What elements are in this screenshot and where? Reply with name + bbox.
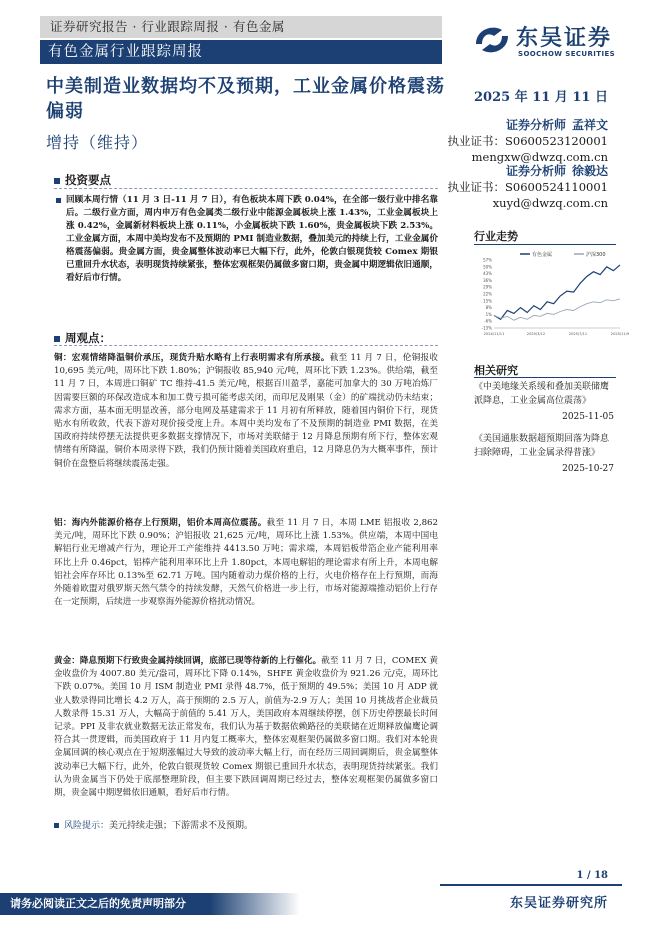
analyst-role: 证券分析师 xyxy=(505,118,566,132)
related-title[interactable]: 《中美地缘关系缓和叠加美联储鹰派降息，工业金属高位震荡》 xyxy=(474,382,610,406)
divider xyxy=(54,188,438,189)
report-category-tag: 证券研究报告 · 行业跟踪周报 · 有色金属 xyxy=(40,16,442,38)
aluminum-lead: 铝：海内外能源价格存上行预期，铝价本周高位震荡。 xyxy=(54,518,267,528)
y-tick-label: 43% xyxy=(483,271,492,277)
y-tick-label: -13% xyxy=(481,325,492,331)
summary-text: 回顾本周行情（11 月 3 日-11 月 7 日），有色板块本周下跌 0.04%，在全部一级行业中排名靠后。二级行业方面，周内申万有色金属类二级行业中能源金属板块上涨 1.43%，工业金属板块上涨 0.42%，金属新材料板块上涨 0.11%，小金属板块下跌 1.60%，贵金属板块下跌 2.53%。工业金属方面，本周中美均发布不及预期的 PMI 制造业数据，叠加美元的持续上行，工业金属价格震荡偏弱。贵金属方面，贵金属整体波动率已大幅下行，此外，伦敦白银现货较 Comex 期银已重回升水状态，表明现货持续紧张，整体宏观框架仍属做多窗口期，贵金属中期逻辑依旧通顺，看好后市行情。 xyxy=(66,195,438,283)
analyst-block xyxy=(448,163,609,211)
y-tick-label: 8% xyxy=(485,305,492,311)
report-title: 中美制造业数据均不及预期，工业金属价格震荡偏弱 xyxy=(46,76,445,122)
industry-trend-chart xyxy=(474,248,630,340)
divider xyxy=(54,345,438,346)
y-tick-label: 29% xyxy=(483,284,492,290)
related-item[interactable] xyxy=(474,380,614,424)
y-tick-label: 1% xyxy=(485,311,492,317)
square-bullet-icon xyxy=(54,336,60,342)
page-number: 1 / 18 xyxy=(576,870,608,881)
soochow-logo-icon xyxy=(472,20,512,60)
y-tick-label: 36% xyxy=(483,277,492,283)
aluminum-text: 截至 11 月 7 日，本周 LME 铝报收 2,862 美元/吨，周环比下跌 0.90%；沪铝报收 21,625 元/吨，周环比上涨 1.53%。供应端，本周中国电解铝行业无增减产行为，理论开工产能维持 4413.50 万吨；需求端，本周铝板带箔企业产能利用率环比上升 0.46pct，铝棒产能利用率环比上升 1.80pct，本周电解铝的理论需求有所上升，本周电解铝社会库存环比 0.13%至 62.71 万吨。国内随着动力煤价格的上行，火电价格存在上行预期，而海外随着欧盟对俄罗斯天然气禁令的持续发酵，天然气价格进一步上行，市场对能源端推动铝价上行存在一定预期，后续进一步观察海外能源价格扰动情况。 xyxy=(54,518,438,608)
square-bullet-icon xyxy=(54,178,60,184)
y-tick-label: 57% xyxy=(483,257,492,263)
report-series-bar: 有色金属行业跟踪周报 xyxy=(40,40,442,64)
analyst-name: 徐毅达 xyxy=(571,164,608,178)
risk-text: 美元持续走强；下游需求不及预期。 xyxy=(109,821,254,831)
related-item[interactable] xyxy=(474,432,614,476)
disclaimer-bar: 请务必阅读正文之后的免责声明部分 xyxy=(0,893,300,915)
x-tick-label: 2025/3/12 xyxy=(526,332,546,336)
related-date: 2025-11-05 xyxy=(562,412,614,422)
gold-text: 截至 11 月 7 日，COMEX 黄金收盘价为 4007.80 美元/盎司，周环比下降 0.14%，SHFE 黄金收盘价为 921.26 元/克，周环比下跌 0.07%。美国 10 月 ISM 制造业 PMI 录得 48.7%，低于预期的 49.5%；美国 10 月 ADP 就业人数录得同比增长 4.2 万人，高于预期的 2.5 万人，前值为-2.9 万人；美国 10 月挑战者企业裁员人数录得 15.31 万人，大幅高于前值的 5.41 万人，美国政府本周继续停摆，创下历史停摆最长时间记录。PPI 及非农就业数据无法正常发布，我们认为基于数据依赖路径的美联储在近期释放偏鹰论调符合其一贯逻辑，而美国政府于 11 月内复工概率大，整体宏观框架仍属做多窗口期。我们对本轮贵金属回调的核心观点在于短期涨幅过大导致的波动率大幅上行，而在经历三周回调期后，贵金属整体波动率已大幅下行，此外，伦敦白银现货较 Comex 期银已重回升水状态，表明现货持续紧张。我们认为贵金属当下仍处于底部整理阶段，但主要下跌回调周期已经过去，整体宏观框架仍属做多窗口期，贵金属中期逻辑依旧通顺，看好后市行情。 xyxy=(54,656,438,799)
copper-view xyxy=(54,352,438,471)
report-date: 2025 年 11 月 11 日 xyxy=(474,90,608,105)
gold-lead: 黄金：降息预期下行致贵金属持续回调，底部已现等待新的上行催化。 xyxy=(54,656,322,666)
y-tick-label: 22% xyxy=(483,291,492,297)
related-date: 2025-10-27 xyxy=(562,464,614,474)
gold-view xyxy=(54,655,438,800)
legend-label: 沪深300 xyxy=(586,252,606,258)
square-bullet-icon xyxy=(56,198,61,203)
square-bullet-icon xyxy=(54,823,59,828)
analyst-name: 孟祥文 xyxy=(571,118,608,132)
trend-heading: 行业走势 xyxy=(474,230,518,243)
risk-note xyxy=(54,818,253,831)
analyst-role: 证券分析师 xyxy=(505,164,566,178)
analyst-license: 执业证书：S0600524110001 xyxy=(447,180,608,194)
related-heading: 相关研究 xyxy=(474,364,518,377)
risk-label: 风险提示： xyxy=(64,821,110,831)
logo-name-cn: 东吴证券 xyxy=(516,26,613,51)
y-tick-label: -6% xyxy=(484,318,492,324)
footer-rule xyxy=(440,884,622,886)
footer-org: 东吴证券研究所 xyxy=(509,896,608,911)
analyst-email[interactable]: mengxw@dwzq.com.cn xyxy=(471,150,608,164)
logo-name-en: SOOCHOW SECURITIES xyxy=(518,50,616,58)
y-tick-label: 50% xyxy=(483,264,492,270)
analyst-block xyxy=(448,117,609,165)
summary-heading: 投资要点 xyxy=(54,172,111,188)
x-tick-label: 2024/11/11 xyxy=(483,332,505,336)
divider xyxy=(474,244,616,245)
legend-label: 有色金属 xyxy=(532,252,553,258)
divider xyxy=(474,377,616,378)
brand-logo xyxy=(472,18,632,68)
analyst-email[interactable]: xuyd@dwzq.com.cn xyxy=(492,196,608,210)
views-heading: 周观点： xyxy=(54,330,111,346)
y-tick-label: 15% xyxy=(483,298,492,304)
x-tick-label: 2025/7/11 xyxy=(568,332,588,336)
related-title[interactable]: 《美国通胀数据超预期回落为降息扫除障碍，工业金属录得普涨》 xyxy=(474,434,610,458)
analyst-license: 执业证书：S0600523120001 xyxy=(447,134,608,148)
series-line xyxy=(494,265,620,319)
copper-lead: 铜：宏观情绪降温铜价承压，现货升贴水略有上行表明需求有所承接。 xyxy=(54,353,330,363)
series-line xyxy=(494,299,620,320)
copper-text: 截至 11 月 7 日，伦铜报收 10,695 美元/吨，周环比下跌 1.80%；沪铜报收 85,940 元/吨，周环比下跌 1.23%。供给端，截至 11 月 7 日，本周进口铜矿 TC 维持-41.5 美元/吨，根据百川盈孚，嘉能可加拿大的 30 万吨冶炼厂因需要巨额的环保改造成本和加工费亏损可能考虑关闭，而印尼及刚果（金）的矿端扰动仍未结束；需求方面，基本面无明显改善，部分电网及基建需求于 11 月初有所释放，随着国内铜价下行，现货贴水有所收敛，代表下游对现价接受度上升。本周中美均发布了不及预期的制造业 PMI 数据，在美国政府持续停摆无法提供更多数据支撑情况下，市场对美联储于 12 月降息预期有所下行，整体宏观情绪有所降温，铜价本周录得下跌，我们仍预计随着美国政府重启，12 月降息仍为大概率事件，预计铜价在盘整后将继续震荡走强。 xyxy=(54,353,438,469)
investment-summary xyxy=(54,194,438,285)
aluminum-view xyxy=(54,517,438,609)
x-tick-label: 2025/11/9 xyxy=(610,332,630,336)
rating: 增持（维持） xyxy=(46,133,149,152)
